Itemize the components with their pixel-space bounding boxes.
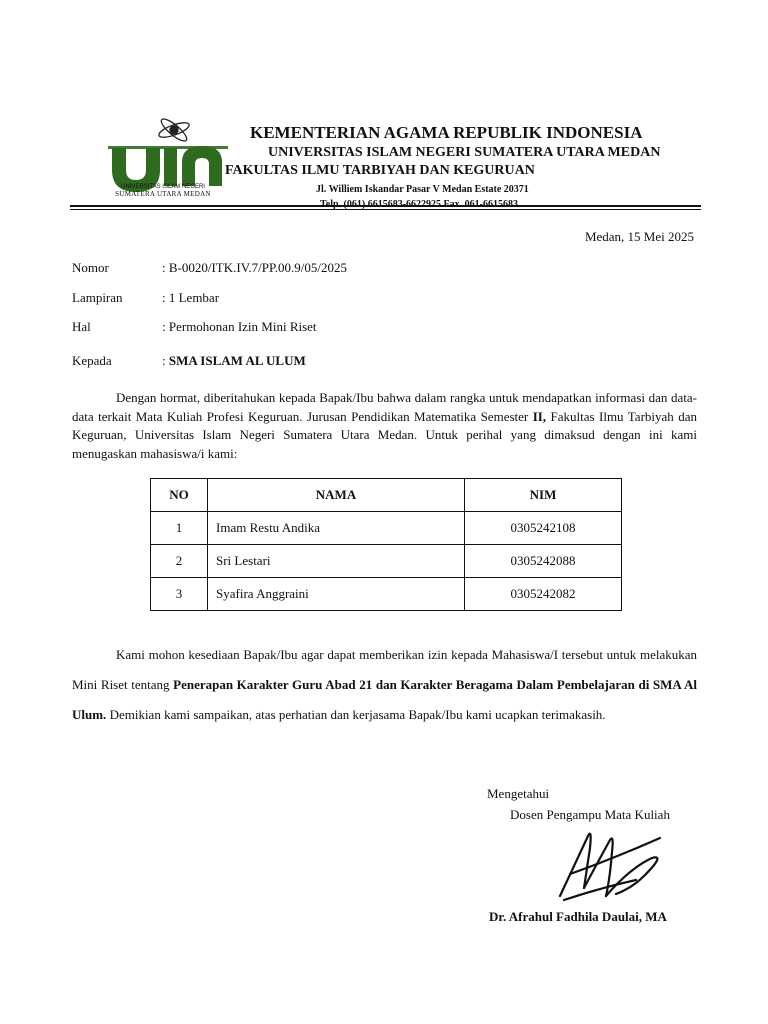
faculty-title: FAKULTAS ILMU TARBIYAH DAN KEGURUAN [225,163,535,178]
student-table [150,478,622,611]
signature-acknowledged: Mengetahui [487,786,550,801]
hal-value: : Permohonan Izin Mini Riset [162,319,317,334]
para2-text-a: Kami mohon kesediaan Bapak/Ibu agar dapat memberikan izin kepada Mahasiswa/I tersebut untuk melakukan Mini Riset tentang [72,647,697,692]
signatory-name: Dr. Afrahul Fadhila Daulai, MA [489,909,667,924]
header-no: NO [151,479,208,512]
cell-no: 1 [151,512,208,545]
cell-no: 2 [151,545,208,578]
cell-nama: Sri Lestari [208,545,465,578]
table-row [151,545,622,578]
opening-paragraph [72,389,697,463]
table-row [151,512,622,545]
letterhead-rule-thick [70,205,701,207]
table-header-row [151,479,622,512]
ministry-title: KEMENTERIAN AGAMA REPUBLIK INDONESIA [250,123,643,142]
cell-nim: 0305242082 [465,578,622,611]
header-nama: NAMA [208,479,465,512]
lampiran-value: : 1 Lembar [162,290,220,305]
closing-paragraph [72,640,697,730]
logo-caption [108,184,218,198]
letter-date: Medan, 15 Mei 2025 [584,229,694,244]
para2-topic: Penerapan Karakter Guru Abad 21 dan Karakter Beragama Dalam Pembelajaran di SMA Al Ulum. [72,677,697,722]
cell-no: 3 [151,578,208,611]
letterhead-rule-thin [70,209,701,210]
logo-caption-line2: SUMATERA UTARA MEDAN [115,190,211,198]
para1-text-b: Fakultas Ilmu Tarbiyah dan Keguruan, Universitas Islam Negeri Sumatera Utara Medan. Untuk perihal yang dimaksud dengan ini kami menugaskan mahasiswa/i kami: [72,408,697,461]
cell-nim: 0305242108 [465,512,622,545]
para2-text-b: Demikian kami sampaikan, atas perhatian dan kerjasama Bapak/Ibu kami ucapkan terimakasih. [106,707,606,722]
para1-semester: II, [532,408,547,424]
address: Jl. Williem Iskandar Pasar V Medan Estate 20371 [316,184,529,195]
kepada-label: Kepada [72,353,112,368]
hal-label: Hal [72,319,91,334]
nomor-label: Nomor [72,260,109,275]
kepada-line [162,353,306,369]
logo-caption-line1: UNIVERSITAS ISLAM NEGERI [121,184,205,190]
cell-nim: 0305242088 [465,545,622,578]
para1-text-a: Dengan hormat, diberitahukan kepada Bapak/Ibu bahwa dalam rangka untuk mendapatkan informasi dan data-data terkait Mata Kuliah Profesi Keguruan. Jurusan Pendidikan Matematika Semester [72,390,697,424]
cell-nama: Syafira Anggraini [208,578,465,611]
university-title: UNIVERSITAS ISLAM NEGERI SUMATERA UTARA MEDAN [268,145,661,160]
cell-nama: Imam Restu Andika [208,512,465,545]
header-nim: NIM [465,479,622,512]
table-row [151,578,622,611]
signature-role: Dosen Pengampu Mata Kuliah [510,807,670,822]
kepada-colon: : [162,353,169,368]
logo-emblem-icon [157,116,190,144]
lampiran-label: Lampiran [72,290,123,305]
phone-fax: Telp. (061) 6615683-6622925 Fax. 061-6615683 [320,199,518,210]
kepada-value: SMA ISLAM AL ULUM [168,353,306,368]
nomor-value: : B-0020/ITK.IV.7/PP.00.9/05/2025 [162,260,348,275]
